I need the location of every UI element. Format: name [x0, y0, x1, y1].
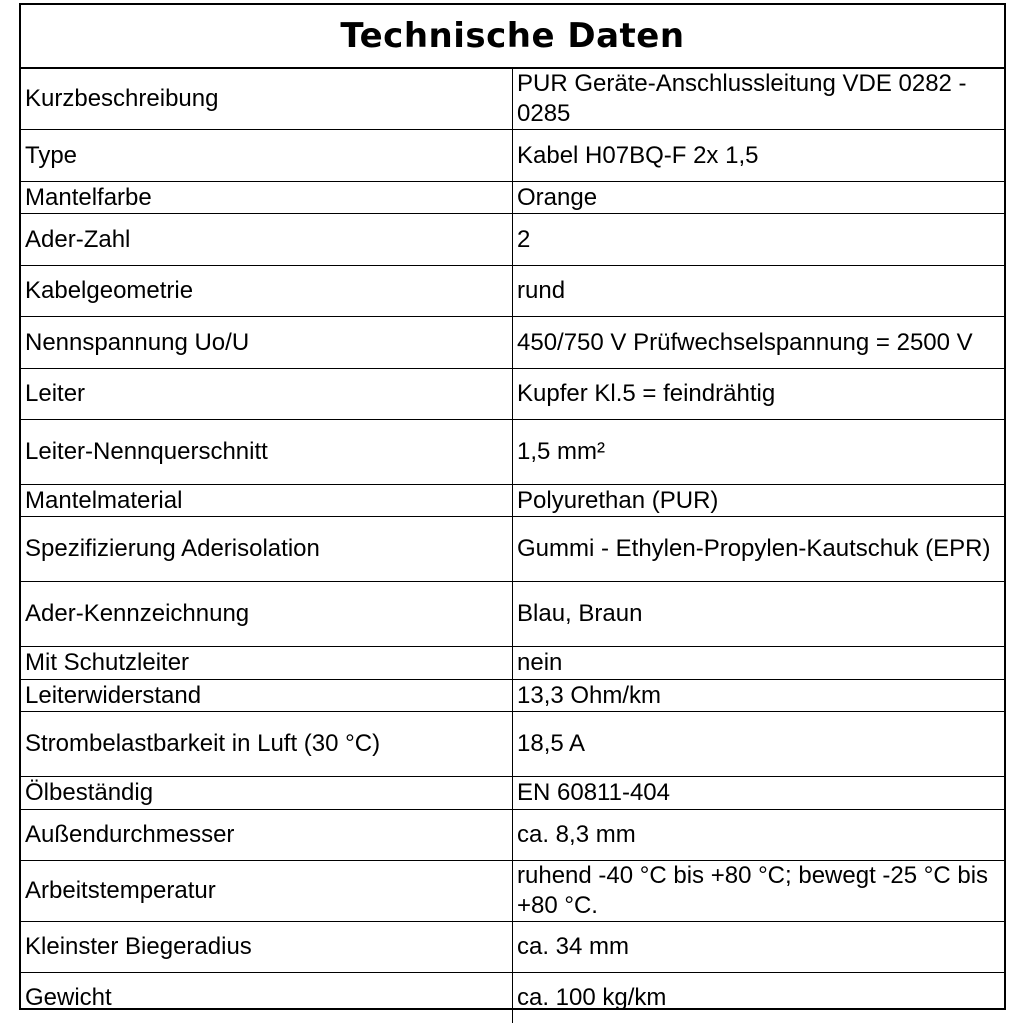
row-label: Ölbeständig: [21, 777, 513, 810]
row-label: Leiterwiderstand: [21, 680, 513, 712]
row-label: Ader-Zahl: [21, 214, 513, 266]
row-value: 2: [513, 214, 1005, 266]
page-title: Technische Daten: [340, 16, 685, 56]
title-cell: [21, 5, 1004, 68]
row-value: Blau, Braun: [513, 582, 1005, 647]
row-value: 1,5 mm²: [513, 420, 1005, 485]
row-label: Kabelgeometrie: [21, 266, 513, 317]
table-row: [21, 420, 1004, 485]
row-value: 450/750 V Prüfwechselspannung = 2500 V: [513, 317, 1005, 369]
table-row: [21, 647, 1004, 680]
table-row: [21, 68, 1004, 130]
row-label: Mit Schutzleiter: [21, 647, 513, 680]
table-row: [21, 317, 1004, 369]
row-value: Kabel H07BQ-F 2x 1,5: [513, 130, 1005, 182]
table-row: [21, 485, 1004, 517]
spec-sheet: [19, 3, 1006, 1010]
spec-table: [21, 5, 1004, 1023]
table-row: [21, 214, 1004, 266]
row-label: Nennspannung Uo/U: [21, 317, 513, 369]
row-label: Außendurchmesser: [21, 810, 513, 861]
table-row: [21, 712, 1004, 777]
title-row: [21, 5, 1004, 68]
row-value: Polyurethan (PUR): [513, 485, 1005, 517]
row-value: rund: [513, 266, 1005, 317]
row-label: Type: [21, 130, 513, 182]
table-row: [21, 130, 1004, 182]
table-row: [21, 810, 1004, 861]
row-label: Strombelastbarkeit in Luft (30 °C): [21, 712, 513, 777]
table-row: [21, 182, 1004, 214]
row-label: Kurzbeschreibung: [21, 68, 513, 130]
table-row: [21, 582, 1004, 647]
row-value: Gummi - Ethylen-Propylen-Kautschuk (EPR): [513, 517, 1005, 582]
table-row: [21, 973, 1004, 1023]
table-row: [21, 517, 1004, 582]
row-label: Spezifizierung Aderisolation: [21, 517, 513, 582]
table-row: [21, 922, 1004, 973]
row-label: Arbeitstemperatur: [21, 861, 513, 922]
row-label: Gewicht: [21, 973, 513, 1023]
table-row: [21, 861, 1004, 922]
row-label: Leiter: [21, 369, 513, 420]
row-value: ca. 8,3 mm: [513, 810, 1005, 861]
row-value: Kupfer Kl.5 = feindrähtig: [513, 369, 1005, 420]
row-label: Mantelfarbe: [21, 182, 513, 214]
table-row: [21, 680, 1004, 712]
row-value: ca. 100 kg/km: [513, 973, 1005, 1023]
table-row: [21, 777, 1004, 810]
row-value: ca. 34 mm: [513, 922, 1005, 973]
row-label: Leiter-Nennquerschnitt: [21, 420, 513, 485]
row-value: Orange: [513, 182, 1005, 214]
row-value: PUR Geräte-Anschlussleitung VDE 0282 - 0285: [513, 68, 1005, 130]
row-label: Ader-Kennzeichnung: [21, 582, 513, 647]
table-row: [21, 369, 1004, 420]
row-value: ruhend -40 °C bis +80 °C; bewegt -25 °C bis +80 °C.: [513, 861, 1005, 922]
row-value: EN 60811-404: [513, 777, 1005, 810]
row-value: nein: [513, 647, 1005, 680]
row-label: Kleinster Biegeradius: [21, 922, 513, 973]
row-label: Mantelmaterial: [21, 485, 513, 517]
table-row: [21, 266, 1004, 317]
row-value: 18,5 A: [513, 712, 1005, 777]
row-value: 13,3 Ohm/km: [513, 680, 1005, 712]
